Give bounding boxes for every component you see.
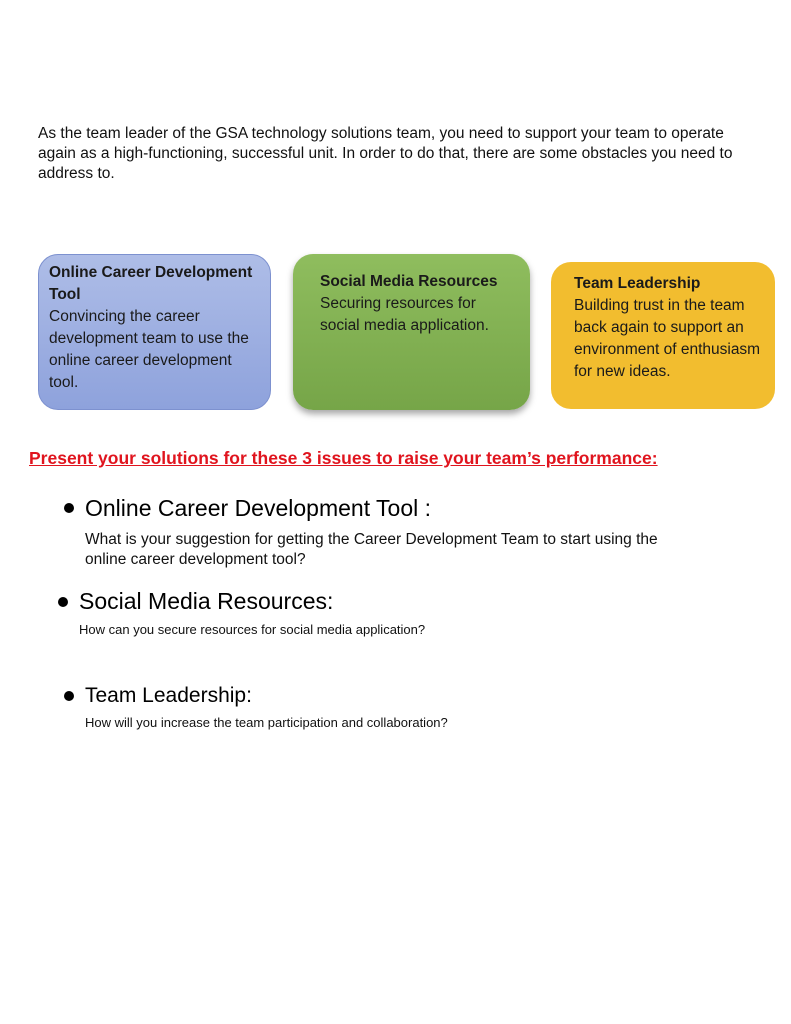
question-heading: Team Leadership:	[85, 684, 252, 707]
instruction-heading: Present your solutions for these 3 issues to raise your team’s performance:	[29, 448, 658, 468]
question-text: What is your suggestion for getting the Career Development Team to start using the online career development tool?	[85, 531, 658, 568]
card-body: Securing resources for social media application.	[320, 295, 489, 334]
intro-paragraph: As the team leader of the GSA technology solutions team, you need to support your team to operate again as a high-functioning, successful unit. In order to do that, there are some obstacles you need to address to.	[38, 125, 733, 182]
bullet-icon	[64, 503, 74, 513]
card-social-media	[293, 254, 530, 410]
card-body: Building trust in the team back again to support an environment of enthusiasm for new ideas.	[574, 297, 761, 380]
bullet-icon	[64, 691, 74, 701]
question-text: How will you increase the team participation and collaboration?	[85, 715, 448, 730]
question-heading: Online Career Development Tool :	[85, 495, 432, 521]
card-title: Team Leadership	[574, 275, 701, 292]
card-title: Social Media Resources	[320, 273, 498, 290]
question-text: How can you secure resources for social media application?	[79, 622, 426, 637]
bullet-icon	[58, 597, 68, 607]
card-body: Convincing the career development team to use the online career development tool.	[49, 308, 249, 391]
card-title: Online Career Development Tool	[49, 264, 253, 303]
question-heading: Social Media Resources:	[79, 588, 334, 614]
card-online-career-tool	[38, 254, 271, 410]
card-team-leadership	[551, 262, 775, 409]
